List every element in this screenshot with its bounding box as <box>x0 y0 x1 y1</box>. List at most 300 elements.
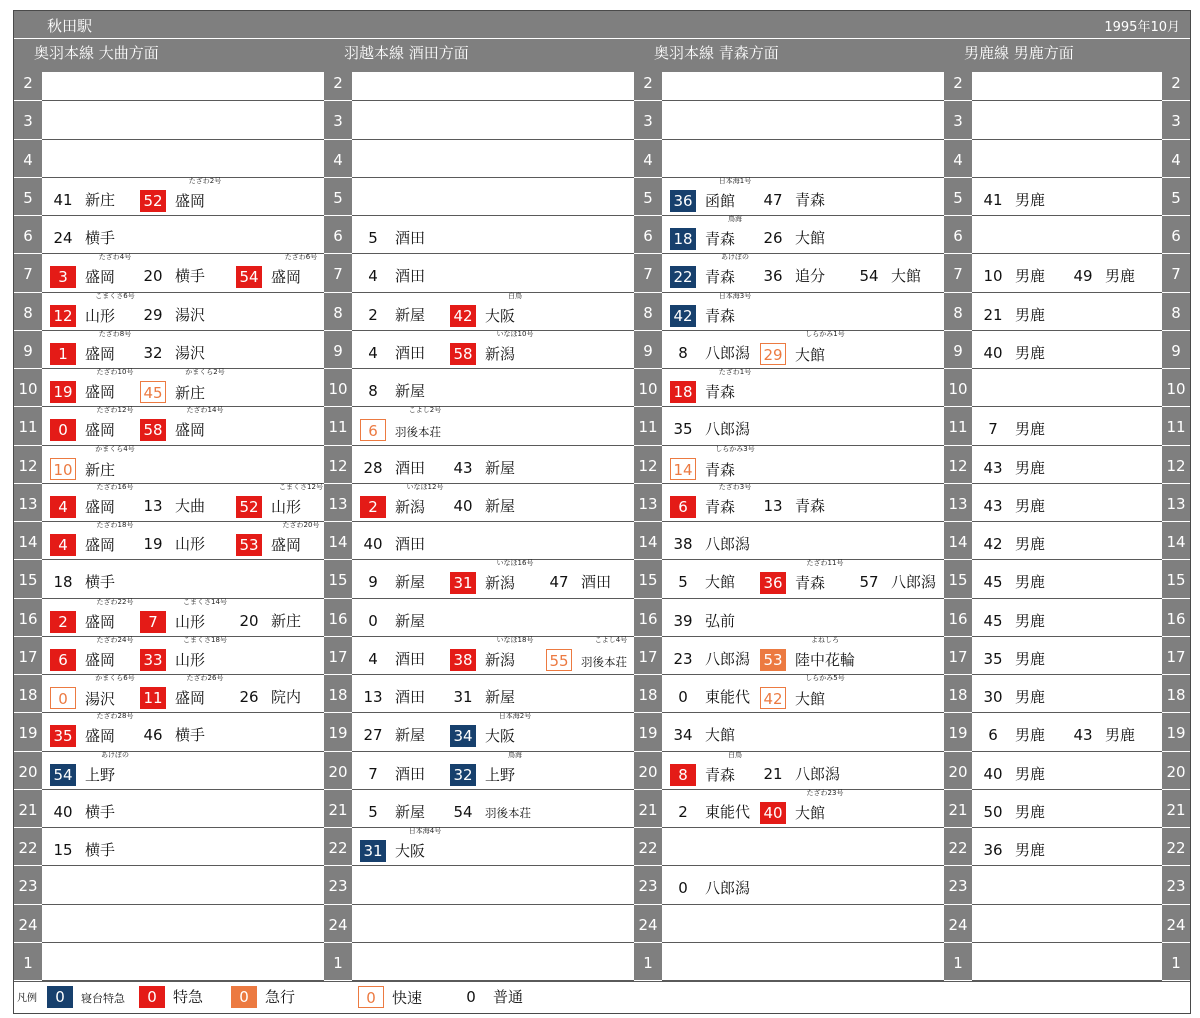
destination: 青森 <box>705 497 736 516</box>
departure-minute: 40 <box>983 764 1003 783</box>
hour-label: 1 <box>944 943 972 980</box>
train-entry <box>760 496 825 516</box>
destination: 新潟 <box>395 497 426 516</box>
destination: 青森 <box>795 190 826 209</box>
hour-label: 17 <box>14 637 42 674</box>
departure-minute: 13 <box>363 688 383 706</box>
destination: 新屋 <box>485 458 516 477</box>
train-entry <box>1070 266 1135 286</box>
train-entry <box>50 228 115 248</box>
departure-minute: 13 <box>763 496 783 515</box>
train-entry <box>236 611 301 631</box>
train-name: よねしろ <box>811 635 839 644</box>
departure-minute: 41 <box>53 190 73 209</box>
legend-item-ltd <box>139 986 203 1008</box>
hour-label: 20 <box>944 752 972 789</box>
hour-label-right: 15 <box>1162 560 1190 597</box>
hour-label: 8 <box>634 293 662 330</box>
hour-label-right: 2 <box>1162 63 1190 100</box>
departure-minute-badge: 10 <box>50 458 76 480</box>
destination: 酒田 <box>395 688 426 706</box>
train-name: たざわ6号 <box>284 253 318 262</box>
departure-minute-badge: 53 <box>236 534 262 556</box>
hour-label: 14 <box>14 522 42 559</box>
hour-label: 16 <box>14 599 42 636</box>
timetable-sheet <box>13 10 1191 1014</box>
departure-minute-badge: 54 <box>236 266 262 288</box>
row-separator <box>352 215 634 216</box>
train-entry <box>760 559 844 593</box>
destination: 新屋 <box>395 802 426 821</box>
destination: 追分 <box>795 267 826 286</box>
departure-minute: 19 <box>143 535 163 553</box>
destination: 大館 <box>795 229 826 247</box>
hour-label: 1 <box>324 943 352 980</box>
departure-minute-badge: 58 <box>140 419 166 441</box>
hour-label: 14 <box>324 522 352 559</box>
train-entry <box>760 266 825 286</box>
row-separator <box>662 827 944 828</box>
departure-minute: 42 <box>983 535 1003 553</box>
hour-label: 6 <box>14 216 42 253</box>
destination: 青森 <box>705 765 736 784</box>
destination: 横手 <box>175 267 206 286</box>
legend <box>14 982 1190 1013</box>
destination: 新屋 <box>395 573 426 592</box>
destination: 大館 <box>795 345 826 364</box>
train-entry <box>50 635 134 669</box>
legend-sample: 0 <box>231 986 257 1008</box>
hour-label-right: 12 <box>1162 446 1190 483</box>
departure-minute: 7 <box>988 420 998 439</box>
train-entry <box>360 406 442 441</box>
train-entry <box>140 406 224 440</box>
destination: 盛岡 <box>85 612 116 631</box>
train-entry <box>360 266 425 286</box>
train-entry <box>50 572 115 592</box>
departure-minute-badge: 0 <box>50 687 76 709</box>
row-separator <box>42 865 324 866</box>
row-separator <box>42 827 324 828</box>
departure-minute-badge: 2 <box>360 496 386 518</box>
departure-minute: 9 <box>368 573 378 592</box>
destination: 東能代 <box>705 688 751 706</box>
train-entry <box>360 458 425 478</box>
hour-label-right: 4 <box>1162 140 1190 177</box>
destination: 男鹿 <box>1015 726 1046 745</box>
hour-label: 22 <box>634 828 662 865</box>
train-name: こよし4号 <box>594 635 628 644</box>
train-name: たざわ2号 <box>188 176 222 185</box>
departure-minute: 6 <box>988 726 998 745</box>
hour-label: 21 <box>944 790 972 827</box>
departure-minute: 26 <box>239 688 259 706</box>
train-entry <box>450 687 515 707</box>
train-entry <box>980 458 1045 478</box>
destination: 盛岡 <box>85 421 116 440</box>
hour-label: 7 <box>634 254 662 291</box>
hour-label: 9 <box>324 331 352 368</box>
row-separator <box>972 292 1162 293</box>
train-entry <box>50 482 134 516</box>
train-entry <box>450 496 515 516</box>
train-name: たざわ8号 <box>98 329 132 338</box>
row-separator <box>972 483 1162 484</box>
train-name: たざわ14号 <box>186 406 224 415</box>
train-entry <box>50 802 115 822</box>
destination: 新庄 <box>85 460 116 479</box>
legend-label: 急行 <box>265 988 296 1006</box>
train-entry <box>670 534 750 554</box>
departure-minute-badge: 42 <box>760 687 786 709</box>
destination: 新潟 <box>485 650 516 669</box>
row-separator <box>42 942 324 943</box>
train-name: しらかみ3号 <box>715 444 755 453</box>
train-entry <box>450 635 534 669</box>
train-entry <box>670 215 742 248</box>
train-entry <box>140 368 225 402</box>
hour-label: 2 <box>14 63 42 100</box>
departure-minute: 41 <box>983 190 1003 209</box>
destination: 男鹿 <box>1015 802 1046 821</box>
train-name: こまくさ14号 <box>183 597 227 606</box>
hour-label: 23 <box>634 866 662 903</box>
departure-minute: 4 <box>368 649 378 668</box>
departure-minute-badge: 54 <box>50 764 76 786</box>
destination: 男鹿 <box>1015 190 1046 209</box>
hour-label: 9 <box>944 331 972 368</box>
departure-minute-badge: 18 <box>670 381 696 403</box>
destination: 上野 <box>85 765 116 784</box>
departure-minute-badge: 19 <box>50 381 76 403</box>
row-separator <box>972 521 1162 522</box>
train-entry <box>670 878 750 898</box>
row-separator <box>352 177 634 178</box>
departure-minute-badge: 29 <box>760 343 786 365</box>
row-separator <box>972 100 1162 101</box>
destination: 山形 <box>175 535 206 553</box>
legend-item-local <box>458 986 523 1008</box>
train-name: たざわ22号 <box>96 597 134 606</box>
destination: 男鹿 <box>1015 305 1046 324</box>
departure-minute-badge: 6 <box>670 496 696 518</box>
row-separator <box>352 904 634 905</box>
train-entry <box>980 343 1045 363</box>
hour-label: 19 <box>634 713 662 750</box>
train-entry <box>360 802 425 822</box>
hour-label: 9 <box>14 331 42 368</box>
row-separator <box>972 559 1162 560</box>
train-name: たざわ23号 <box>806 788 844 797</box>
train-name: たざわ28号 <box>96 712 134 721</box>
departure-minute: 57 <box>859 573 879 592</box>
hour-label: 22 <box>14 828 42 865</box>
destination: 新屋 <box>485 688 516 706</box>
departure-minute: 31 <box>453 688 473 706</box>
hour-label-right: 8 <box>1162 293 1190 330</box>
row-separator <box>42 215 324 216</box>
train-name: 日本海1号 <box>718 176 752 185</box>
destination: 酒田 <box>395 649 426 668</box>
train-entry <box>856 572 936 592</box>
departure-minute: 45 <box>983 611 1003 630</box>
train-entry <box>140 176 222 210</box>
train-entry <box>140 343 205 363</box>
departure-minute-badge: 4 <box>50 534 76 556</box>
departure-minute-badge: 2 <box>50 611 76 633</box>
row-separator <box>972 712 1162 713</box>
hour-label: 16 <box>324 599 352 636</box>
train-entry <box>360 482 444 516</box>
direction-header: 奥羽本線 青森方面 <box>634 39 944 72</box>
destination: 院内 <box>271 688 302 706</box>
train-name: たざわ11号 <box>806 559 844 568</box>
hour-label: 2 <box>324 63 352 100</box>
destination: 湯沢 <box>175 305 206 324</box>
departure-minute-badge: 31 <box>360 840 386 862</box>
departure-minute: 8 <box>368 382 378 400</box>
train-name: こまくさ6号 <box>95 291 135 300</box>
hour-label: 4 <box>944 140 972 177</box>
departure-minute: 45 <box>983 573 1003 592</box>
hour-label: 21 <box>634 790 662 827</box>
destination: 八郎潟 <box>705 535 751 553</box>
destination: 新屋 <box>395 726 426 745</box>
row-separator <box>42 100 324 101</box>
train-name: あけぼの <box>101 750 129 759</box>
row-separator <box>662 139 944 140</box>
destination: 大館 <box>795 803 826 822</box>
destination: 湯沢 <box>175 343 206 362</box>
train-name: いなほ16号 <box>496 559 534 568</box>
hour-label-right: 11 <box>1162 407 1190 444</box>
legend-label: 寝台特急 <box>81 992 125 1005</box>
train-entry <box>450 750 522 784</box>
destination: 酒田 <box>395 343 426 362</box>
destination: 男鹿 <box>1015 649 1046 668</box>
hour-label-right: 3 <box>1162 101 1190 138</box>
train-entry <box>50 521 134 554</box>
train-name: 白鳥 <box>728 750 742 759</box>
departure-minute: 24 <box>53 229 73 247</box>
train-entry <box>760 788 844 822</box>
train-entry <box>980 611 1045 631</box>
train-name: たざわ10号 <box>96 368 134 376</box>
destination: 新屋 <box>485 496 516 515</box>
train-name: 日本海4号 <box>408 827 442 835</box>
departure-minute-badge: 14 <box>670 458 696 480</box>
row-separator <box>42 789 324 790</box>
train-entry <box>236 687 301 707</box>
destination: 山形 <box>175 612 206 631</box>
destination: 男鹿 <box>1015 458 1046 477</box>
destination: 東能代 <box>705 802 751 821</box>
row-separator <box>42 559 324 560</box>
destination: 男鹿 <box>1015 573 1046 592</box>
station-name: 秋田駅 <box>47 17 93 35</box>
train-entry <box>140 266 205 286</box>
hour-label-right: 9 <box>1162 331 1190 368</box>
row-separator <box>972 215 1162 216</box>
hour-label: 23 <box>324 866 352 903</box>
destination: 上野 <box>485 765 516 784</box>
hour-label-right: 19 <box>1162 713 1190 750</box>
hour-label: 12 <box>324 446 352 483</box>
departure-minute: 20 <box>143 267 163 286</box>
destination: 新庄 <box>175 384 206 402</box>
destination: 男鹿 <box>1015 420 1046 439</box>
destination: 盛岡 <box>175 421 206 440</box>
train-entry <box>670 649 750 669</box>
train-entry <box>360 611 425 631</box>
hour-label: 8 <box>14 293 42 330</box>
departure-minute: 5 <box>368 229 378 247</box>
departure-minute: 36 <box>763 267 783 286</box>
hour-label: 4 <box>14 140 42 177</box>
destination: 男鹿 <box>1015 841 1046 859</box>
train-entry <box>670 176 752 210</box>
train-name: たざわ3号 <box>718 482 752 491</box>
train-entry <box>50 253 132 287</box>
destination: 大館 <box>705 573 736 592</box>
train-entry <box>236 521 320 554</box>
row-separator <box>352 674 634 675</box>
row-separator <box>662 865 944 866</box>
destination: 新屋 <box>395 382 426 400</box>
train-entry <box>140 725 205 745</box>
hour-label: 12 <box>634 446 662 483</box>
destination: 大館 <box>705 726 736 745</box>
departure-minute: 2 <box>368 305 378 324</box>
hour-label: 20 <box>14 752 42 789</box>
departure-minute: 39 <box>673 611 693 630</box>
hour-label-right: 6 <box>1162 216 1190 253</box>
destination: 青森 <box>705 306 736 325</box>
row-separator <box>972 368 1162 369</box>
departure-minute: 43 <box>453 458 473 477</box>
hour-label-right: 18 <box>1162 675 1190 712</box>
train-entry <box>760 228 825 248</box>
legend-sample: 0 <box>47 986 73 1008</box>
hour-label: 24 <box>634 905 662 942</box>
train-name: 日本海2号 <box>498 712 532 721</box>
row-separator <box>662 100 944 101</box>
train-name: いなほ10号 <box>496 329 534 338</box>
row-separator <box>972 751 1162 752</box>
hour-label: 21 <box>324 790 352 827</box>
departure-minute: 40 <box>983 343 1003 362</box>
destination: 弘前 <box>705 611 736 630</box>
train-name: しらかみ1号 <box>805 329 845 338</box>
hour-label: 5 <box>634 178 662 215</box>
hour-label: 11 <box>944 407 972 444</box>
destination: 大阪 <box>485 306 516 325</box>
departure-minute-badge: 3 <box>50 266 76 288</box>
destination: 新庄 <box>85 190 116 209</box>
departure-minute: 23 <box>673 649 693 668</box>
hour-label: 19 <box>944 713 972 750</box>
train-name: たざわ24号 <box>96 635 134 644</box>
hour-label: 21 <box>14 790 42 827</box>
train-entry <box>670 572 735 592</box>
train-entry <box>360 687 425 707</box>
destination: 大館 <box>891 267 922 286</box>
train-entry <box>50 444 135 479</box>
destination: 盛岡 <box>85 268 116 287</box>
destination: 青森 <box>705 460 736 479</box>
hour-label: 7 <box>14 254 42 291</box>
train-name: かまくら2号 <box>185 368 225 376</box>
hour-label: 6 <box>944 216 972 253</box>
departure-minute-badge: 12 <box>50 305 76 327</box>
train-name: こまくさ12号 <box>279 482 323 491</box>
train-entry <box>450 559 534 593</box>
train-entry <box>236 253 318 287</box>
departure-minute: 0 <box>678 879 688 898</box>
hour-label: 18 <box>944 675 972 712</box>
departure-minute: 40 <box>453 496 473 515</box>
departure-minute-badge: 22 <box>670 266 696 288</box>
destination: 八郎潟 <box>705 879 751 898</box>
row-separator <box>662 598 944 599</box>
departure-minute-badge: 36 <box>670 190 696 212</box>
destination: 男鹿 <box>1015 688 1046 706</box>
row-separator <box>972 674 1162 675</box>
departure-minute-badge: 45 <box>140 381 166 403</box>
train-entry <box>670 253 749 287</box>
train-entry <box>980 572 1045 592</box>
train-entry <box>450 802 531 822</box>
departure-minute: 38 <box>673 535 693 553</box>
hour-label: 12 <box>944 446 972 483</box>
train-entry <box>360 572 425 592</box>
destination: 酒田 <box>395 267 426 286</box>
departure-minute: 35 <box>983 649 1003 668</box>
train-entry <box>360 381 425 401</box>
departure-minute: 4 <box>368 343 378 362</box>
destination: 盛岡 <box>85 497 116 516</box>
departure-minute: 21 <box>983 305 1003 324</box>
train-entry <box>760 190 825 210</box>
destination: 八郎潟 <box>705 343 751 362</box>
hour-label: 10 <box>14 369 42 406</box>
departure-minute: 47 <box>549 573 569 592</box>
row-separator <box>352 100 634 101</box>
departure-minute: 40 <box>363 535 383 553</box>
departure-minute-badge: 58 <box>450 343 476 365</box>
row-separator <box>662 521 944 522</box>
hour-label: 11 <box>634 407 662 444</box>
destination: 羽後本荘 <box>581 654 627 669</box>
destination: 大曲 <box>175 496 206 515</box>
destination: 盛岡 <box>271 536 302 554</box>
destination: 八郎潟 <box>705 420 751 439</box>
destination: 八郎潟 <box>891 573 937 592</box>
hour-label: 15 <box>14 560 42 597</box>
train-entry <box>980 649 1045 669</box>
destination: 大阪 <box>485 727 516 746</box>
train-entry <box>140 674 224 707</box>
destination: 青森 <box>795 574 826 593</box>
hour-label: 18 <box>324 675 352 712</box>
hour-label: 4 <box>634 140 662 177</box>
row-separator <box>352 598 634 599</box>
train-entry <box>50 368 134 401</box>
hour-label-right: 14 <box>1162 522 1190 559</box>
train-entry <box>670 750 742 784</box>
hour-label-right: 16 <box>1162 599 1190 636</box>
legend-sample: 0 <box>466 988 476 1006</box>
